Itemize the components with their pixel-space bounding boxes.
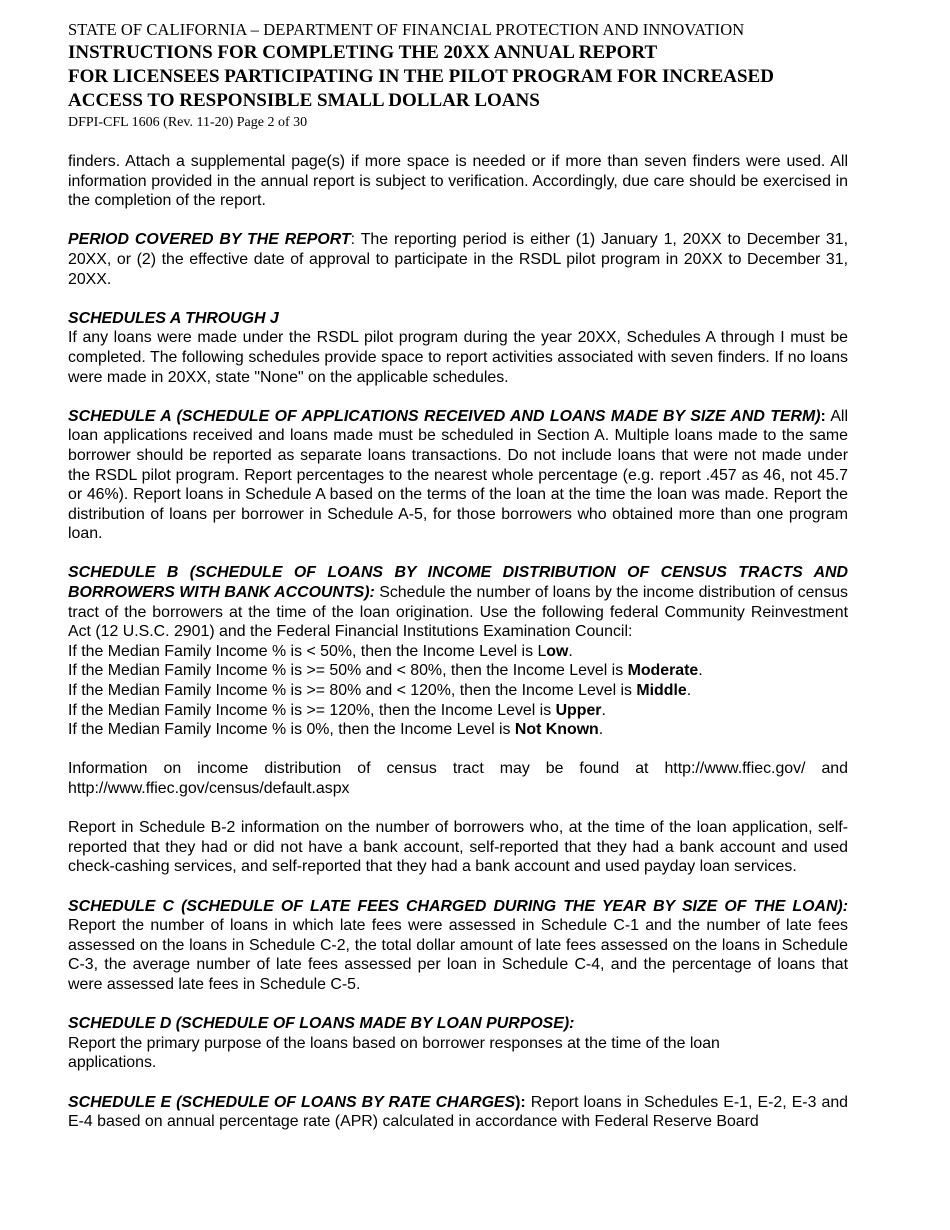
- period-paragraph: [68, 230, 848, 289]
- period-text: : The reporting period is either (1) January 1, 20XX to December 31, 20XX, or (2) the effective date of approval to participate in the RSDL pilot program in 20XX to December 31, 20XX.: [68, 231, 848, 288]
- schedule-d-heading: SCHEDULE D (SCHEDULE OF LOANS MADE BY LOAN PURPOSE):: [68, 1015, 575, 1033]
- document-header: [68, 18, 848, 132]
- document-page: [68, 18, 848, 1132]
- schedule-a-text: All loan applications received and loans made must be scheduled in Section A. Multiple loans made to the same borrower should be reported as separate loans transactions. Do not include loans that were not made under the RSDL pilot program. Report percentages to the nearest whole percentage (e.g. report .457 as 46, not 45.7 or 46%). Report loans in Schedule A based on the terms of the loan at the time the loan was made. Report the distribution of loans per borrower in Schedule A-5, for those borrowers who obtained more than one program loan.: [68, 407, 848, 543]
- schedule-e-text: Report loans in Schedules E-1, E-2, E-3 and E-4 based on annual percentage rate (APR) calculated in accordance with Federal Reserve Board: [68, 1093, 848, 1131]
- schedule-b-text: Schedule the number of loans by the income distribution of census tract of the borrowers at the time of the loan origination. Use the following federal Community Reinvestment Act (12 U.S.C. 2901) and the Federal Financial Institutions Examination Council:: [68, 584, 848, 641]
- report-title-line-3: ACCESS TO RESPONSIBLE SMALL DOLLAR LOANS: [68, 90, 540, 111]
- schedule-a-paragraph: [68, 407, 848, 544]
- agency-line: STATE OF CALIFORNIA – DEPARTMENT OF FINANCIAL PROTECTION AND INNOVATION: [68, 20, 745, 39]
- income-level-item: If the Median Family Income % is >= 120%, then the Income Level is Upper.: [68, 701, 606, 719]
- schedule-a-colon: :: [820, 407, 826, 425]
- schedule-a-heading: SCHEDULE A (SCHEDULE OF APPLICATIONS RECEIVED AND LOANS MADE BY SIZE AND TERM): [68, 407, 821, 425]
- document-body: [68, 152, 848, 1132]
- census-info-paragraph: Information on income distribution of census tract may be found at http://www.ffiec.gov/ and http://www.ffiec.gov/census/default.aspx: [68, 760, 848, 797]
- intro-paragraph: finders. Attach a supplemental page(s) if more space is needed or if more than seven finders were used. All information provided in the annual report is subject to verification. Accordingly, due care should be exercised in the completion of the report.: [68, 153, 848, 210]
- schedule-d-text: Report the primary purpose of the loans based on borrower responses at the time of the loan applications.: [68, 1034, 720, 1072]
- schedule-b-heading: SCHEDULE B (SCHEDULE OF LOANS BY INCOME DISTRIBUTION OF CENSUS TRACTS AND BORROWERS WITH BANK ACCOUNTS):: [68, 564, 848, 602]
- income-level-item: If the Median Family Income % is < 50%, then the Income Level is Low.: [68, 642, 573, 660]
- income-level-item: If the Median Family Income % is 0%, then the Income Level is Not Known.: [68, 721, 604, 739]
- schedule-c-text: Report the number of loans in which late fees were assessed in Schedule C-1 and the number of late fees assessed on the loans in Schedule C-2, the total dollar amount of late fees assessed on the loans in Schedule C-3, the average number of late fees assessed per loan in Schedule C-4, and the percentage of loans that were assessed late fees in Schedule C-5.: [68, 917, 848, 993]
- form-number-line: DFPI-CFL 1606 (Rev. 11-20) Page 2 of 30: [68, 115, 308, 130]
- period-heading: PERIOD COVERED BY THE REPORT: [68, 231, 351, 249]
- schedules-aj-heading: SCHEDULES A THROUGH J: [68, 309, 279, 327]
- schedule-e-heading: SCHEDULE E (SCHEDULE OF LOANS BY RATE CHARGES: [68, 1093, 516, 1111]
- schedule-e-paragraph: [68, 1093, 848, 1132]
- income-level-item: If the Median Family Income % is >= 80% and < 120%, then the Income Level is Middle.: [68, 682, 692, 700]
- schedule-c-paragraph: [68, 897, 848, 995]
- income-level-list: [68, 642, 848, 740]
- income-level-item: If the Median Family Income % is >= 50% and < 80%, then the Income Level is Moderate.: [68, 662, 703, 680]
- report-title-line-1: INSTRUCTIONS FOR COMPLETING THE 20XX ANNUAL REPORT: [68, 42, 658, 63]
- schedule-c-heading: SCHEDULE C (SCHEDULE OF LATE FEES CHARGED DURING THE YEAR BY SIZE OF THE LOAN):: [68, 897, 848, 915]
- schedule-e-close: ):: [515, 1093, 526, 1111]
- report-title-line-2: FOR LICENSEES PARTICIPATING IN THE PILOT PROGRAM FOR INCREASED: [68, 66, 774, 87]
- schedule-b2-paragraph: Report in Schedule B-2 information on the number of borrowers who, at the time of the loan application, self- reported that they had or did not have a bank account, self-reported that they had a bank account and used check-cashing services, and self-reported that they had a bank account and used payday loan services.: [68, 819, 848, 876]
- schedule-b-paragraph: [68, 563, 848, 641]
- schedules-aj-text: If any loans were made under the RSDL pilot program during the year 20XX, Schedules A through I must be completed. The following schedules provide space to report activities associated with seven finders. If no loans were made in 20XX, state "None" on the applicable schedules.: [68, 329, 848, 386]
